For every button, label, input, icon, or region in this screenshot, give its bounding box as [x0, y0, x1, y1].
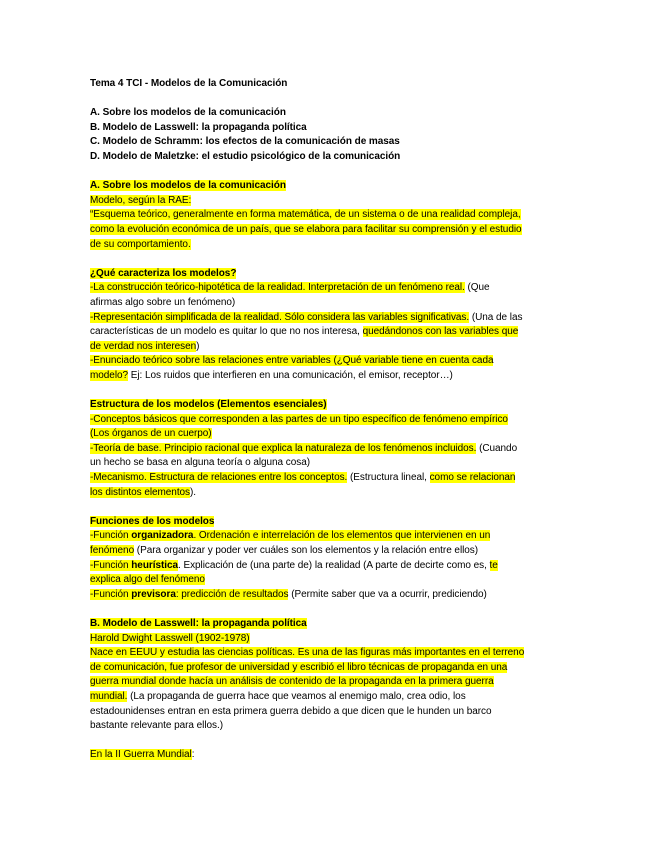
text-plain: (La propaganda de guerra hace que veamos al enemigo malo, crea odio, los: [127, 690, 466, 702]
text-highlight: fenómeno: [90, 545, 135, 556]
text-highlight-part: -Función: [90, 588, 132, 600]
text-plain: características de un modelo es quitar lo que no nos interesa,: [90, 326, 363, 338]
text-plain: ): [196, 340, 200, 352]
text-plain: (Una de las: [469, 311, 523, 323]
text-plain: (Cuando: [476, 442, 518, 454]
text-highlight: modelo?: [90, 369, 129, 381]
caracteriza-heading: ¿Qué caracteriza los modelos?: [90, 267, 237, 279]
text-plain: un hecho se basa en alguna teoría o alguna cosa): [90, 457, 310, 469]
text-highlight: explica algo del fenómeno: [90, 574, 205, 586]
text-highlight: te: [489, 559, 498, 571]
text-plain: (Que: [464, 282, 490, 294]
text-plain: :: [191, 749, 195, 761]
text-highlight: los distintos elementos: [90, 486, 191, 498]
text-plain: Ej: Los ruidos que interfieren en una comunicación, el emisor, receptor…): [128, 369, 453, 381]
text-highlight-part: : predicción de resultados: [175, 588, 289, 600]
toc-item: B. Modelo de Lasswell: la propaganda política: [90, 121, 307, 133]
text-line: Modelo, según la RAE:: [90, 194, 192, 206]
text-highlight: En la II Guerra Mundial: [90, 749, 192, 761]
text-highlight: -La construcción teórico-hipotética de la realidad. Interpretación de un fenómeno real.: [90, 282, 465, 294]
text-line: de su comportamiento.: [90, 238, 191, 250]
text-plain: estadounidenses entran en esta primera guerra debido a que dicen que le hunden un barco: [90, 705, 492, 717]
text-highlight-bold: previsora: [131, 588, 176, 600]
text-highlight: -Conceptos básicos que corresponden a las partes de un tipo específico de fenómeno empírico: [90, 413, 508, 425]
text-highlight: Harold Dwight Lasswell (1902-1978): [90, 632, 250, 644]
text-plain: (Para organizar y poder ver cuáles son los elementos y la relación entre ellos): [134, 545, 479, 556]
text-plain: (Estructura lineal,: [347, 472, 430, 484]
estructura-heading: Estructura de los modelos (Elementos esenciales): [90, 399, 327, 411]
text-highlight: (Los órganos de un cuerpo): [90, 428, 212, 440]
text-highlight: -Enunciado teórico sobre las relaciones entre variables (¿Qué variable tiene en cuenta cada: [90, 355, 494, 367]
text-line: “Esquema teórico, generalmente en forma matemática, de un sistema o de una realidad compleja,: [90, 209, 521, 221]
text-highlight-part: -Función: [90, 530, 132, 542]
text-highlight-part: . Ordenación e interrelación de los elementos que intervienen en un: [193, 530, 491, 542]
text-highlight: Nace en EEUU y estudia las ciencias políticas. Es una de las figuras más importantes en el terreno: [90, 647, 525, 659]
text-plain: ).: [190, 486, 197, 498]
section-b-heading: B. Modelo de Lasswell: la propaganda política: [90, 617, 307, 629]
text-highlight: mundial.: [90, 690, 128, 702]
section-a-heading: A. Sobre los modelos de la comunicación: [90, 180, 286, 192]
toc-item: A. Sobre los modelos de la comunicación: [90, 107, 286, 119]
text-highlight: de verdad nos interesen: [90, 340, 197, 352]
text-highlight-bold: organizadora: [131, 530, 194, 542]
funciones-heading: Funciones de los modelos: [90, 515, 215, 527]
text-highlight: como se relacionan: [429, 472, 516, 484]
toc-item: C. Modelo de Schramm: los efectos de la comunicación de masas: [90, 136, 400, 148]
document-title: Tema 4 TCI - Modelos de la Comunicación: [90, 78, 288, 89]
text-highlight: [90, 530, 490, 541]
text-line: como la evolución económica de un país, que se elabora para facilitar su comprensión y el estudio: [90, 223, 522, 235]
text-highlight: [90, 560, 178, 571]
document-body: [90, 77, 568, 763]
text-highlight: quedándonos con las variables que: [362, 326, 519, 338]
text-highlight-bold: heurística: [131, 559, 178, 571]
text-plain: . Explicación de (una parte de) la realidad (A parte de decirte como es,: [178, 559, 490, 571]
text-highlight-part: -Función: [90, 559, 132, 571]
text-highlight: -Mecanismo. Estructura de relaciones entre los conceptos.: [90, 472, 348, 484]
toc-item: D. Modelo de Maletzke: el estudio psicológico de la comunicación: [90, 150, 401, 162]
text-highlight: -Teoría de base. Principio racional que explica la naturaleza de los fenómenos incluidos.: [90, 442, 477, 454]
text-highlight: guerra mundial donde hacía un análisis de contenido de la propaganda en la primera guerra: [90, 676, 494, 688]
text-highlight: -Representación simplificada de la realidad. Sólo considera las variables significativas.: [90, 311, 470, 323]
text-plain: bastante relevante para ellos.): [90, 720, 223, 732]
text-highlight: [90, 589, 288, 600]
text-plain: (Permite saber que va a ocurrir, prediciendo): [288, 588, 487, 600]
text-plain: afirmas algo sobre un fenómeno): [90, 296, 236, 308]
text-highlight: de comunicación, fue profesor de universidad y escribió el libro técnicas de propaganda en una: [90, 661, 508, 673]
